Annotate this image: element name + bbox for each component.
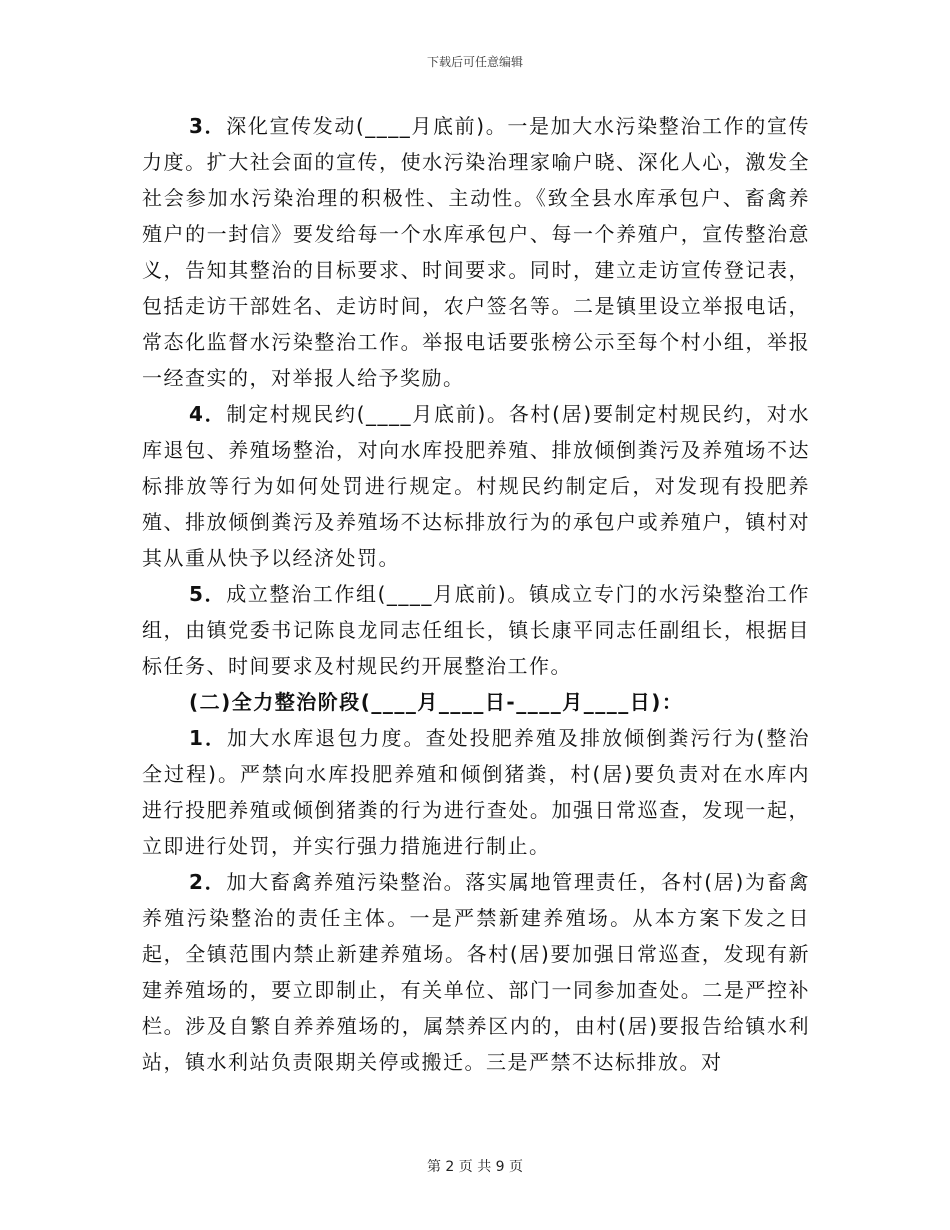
paragraph-text: 制定村规民约(____月底前)。各村(居)要制定村规民约，对水库退包、养殖场整治，对向水库投肥养殖、排放倾倒粪污及养殖场不达标排放等行为如何处罚进行规定。村规民约制定后，对发现有投肥养殖、排放倾倒粪污及养殖场不达标排放行为的承包户或养殖户，镇村对其从重从快予以经济处罚。 [142, 402, 810, 570]
paragraph-3 [142, 108, 810, 396]
document-body [142, 108, 810, 1080]
page-header: 下载后可任意编辑 [426, 55, 523, 69]
paragraph-number: 2． [189, 870, 227, 894]
paragraph-text: 成立整治工作组(____月底前)。镇成立专门的水污染整治工作组，由镇党委书记陈良龙同志任组长，镇长康平同志任副组长，根据目标任务、时间要求及村规民约开展整治工作。 [142, 582, 811, 678]
paragraph-number: 1． [189, 726, 228, 750]
paragraph-number: 5． [189, 582, 227, 606]
paragraph-2 [142, 864, 810, 1080]
paragraph-5 [142, 576, 810, 684]
paragraph-number: 4． [189, 402, 227, 426]
paragraph-1 [142, 720, 810, 864]
paragraph-text: 加大水库退包力度。查处投肥养殖及排放倾倒粪污行为(整治全过程)。严禁向水库投肥养殖和倾倒猪粪，村(居)要负责对在水库内进行投肥养殖或倾倒猪粪的行为进行查处。加强日常巡查，发现一起，立即进行处罚，并实行强力措施进行制止。 [142, 726, 810, 858]
paragraph-text: 深化宣传发动(____月底前)。一是加大水污染整治工作的宣传力度。扩大社会面的宣传，使水污染治理家喻户晓、深化人心，激发全社会参加水污染治理的积极性、主动性。《致全县水库承包户、畜禽养殖户的一封信》要发给每一个水库承包户、每一个养殖户，宣传整治意义，告知其整治的目标要求、时间要求。同时，建立走访宣传登记表，包括走访干部姓名、走访时间，农户签名等。二是镇里设立举报电话，常态化监督水污染整治工作。举报电话要张榜公示至每个村小组，举报一经查实的，对举报人给予奖励。 [142, 114, 811, 390]
section-heading: (二)全力整治阶段(____月____日-____月____日)： [189, 690, 684, 714]
paragraph-number: 3． [189, 114, 227, 138]
page-footer: 第 2 页 共 9 页 [426, 1159, 524, 1175]
paragraph-4 [142, 396, 810, 576]
paragraph-text: 加大畜禽养殖污染整治。落实属地管理责任，各村(居)为畜禽养殖污染整治的责任主体。一是严禁新建养殖场。从本方案下发之日起，全镇范围内禁止新建养殖场。各村(居)要加强日常巡查，发现有新建养殖场的，要立即制止，有关单位、部门一同参加查处。二是严控补栏。涉及自繁自养养殖场的，属禁养区内的，由村(居)要报告给镇水利站，镇水利站负责限期关停或搬迁。三是严禁不达标排放。对 [142, 870, 811, 1074]
